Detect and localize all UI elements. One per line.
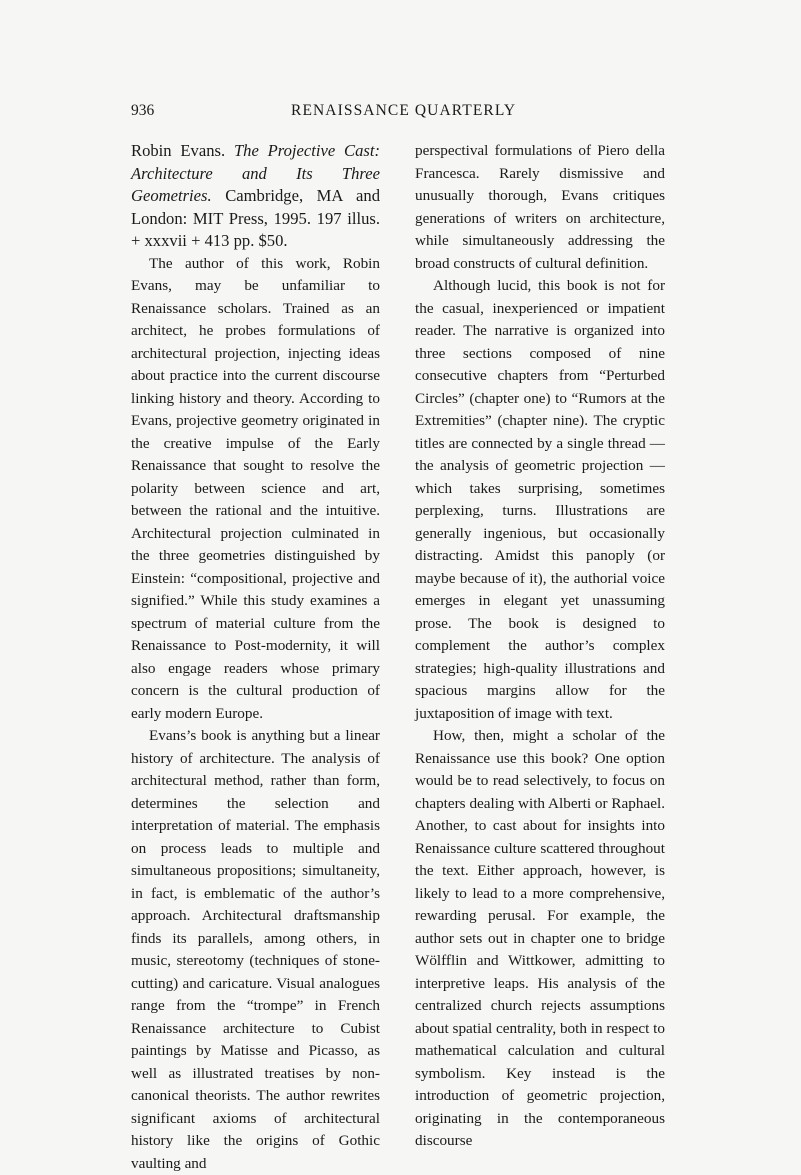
running-head: RENAISSANCE QUARTERLY — [291, 102, 517, 119]
book-title: The Projective Cast: Architecture and Its Three Geometries. — [131, 141, 381, 205]
page-number: 936 — [131, 102, 155, 119]
paragraph: The author of this work, Robin Evans, may be unfamiliar to Renaissance scholars. Trained as an architect, he probes formulations of architectural projection, injecting ideas about practice into the current discourse linking history and theory. According to Evans, projective geometry originated in the creative impulse of the Early Renaissance that sought to resolve the polarity between science and art, between the rational and the intuitive. Architectural projection culminated in the three geometries distinguished by Einstein: “compositional, projective and signified.” While this study examines a spectrum of material culture from the Renaissance to Post-modernity, it will also engage readers whose primary concern is the cultural production of early modern Europe. — [131, 254, 380, 722]
page-header — [131, 102, 701, 122]
publication-info: Cambridge, MA and London: MIT Press, 1995. 197 illus. + xxxvii + 413 pp. $50. — [131, 186, 380, 250]
paragraph: perspectival formulations of Piero della Francesca. Rarely dismissive and unusually thorough, Evans critiques generations of writers on architecture, while simultaneously addressing the broad constructs of cultural definition. — [415, 142, 665, 272]
paragraph: Although lucid, this book is not for the casual, inexperienced or impatient reader. The narrative is organized into three sections composed of nine consecutive chapters from “Perturbed Circles” (chapter one) to “Rumors at the Extremities” (chapter nine). The cryptic titles are connected by a single thread — the analysis of geometric projection — which takes surprising, sometimes perplexing, turns. Illustrations are generally ingenious, but occasionally distracting. Amidst this panoply (or maybe because of it), the authorial voice emerges in elegant yet unassuming prose. The book is designed to complement the author’s complex strategies; high-quality illustrations and spacious margins allow for the juxtaposition of image with text. — [415, 277, 665, 722]
review-author: Robin Evans. — [131, 141, 226, 160]
right-column — [415, 140, 665, 1153]
left-column — [131, 140, 380, 1175]
paragraph: Evans’s book is anything but a linear history of architecture. The analysis of architectural method, rather than form, determines the selection and interpretation of material. The emphasis on process leads to multiple and simultaneous propositions; simultaneity, in fact, is emblematic of the author’s approach. Architectural draftsmanship finds its parallels, among others, in music, stereotomy (techniques of stone-cutting) and caricature. Visual analogues range from the “trompe” in French Renaissance architecture to Cubist paintings by Matisse and Picasso, as well as illustrated treatises by non-canonical theorists. The author rewrites significant axioms of architectural history like the origins of Gothic vaulting and — [131, 727, 380, 1172]
review-citation — [131, 140, 380, 253]
paragraph: How, then, might a scholar of the Renaissance use this book? One option would be to read selectively, to focus on chapters dealing with Alberti or Raphael. Another, to cast about for insights into Renaissance culture scattered throughout the text. Either approach, however, is likely to lead to a more comprehensive, rewarding perusal. For example, the author sets out in chapter one to bridge Wölfflin and Wittkower, admitting to interpretive leaps. His analysis of the centralized church rejects assumptions about spatial centrality, both in respect to mathematical calculation and cultural symbolism. Key instead is the introduction of geometric projection, originating in the contemporaneous discourse — [415, 727, 665, 1149]
